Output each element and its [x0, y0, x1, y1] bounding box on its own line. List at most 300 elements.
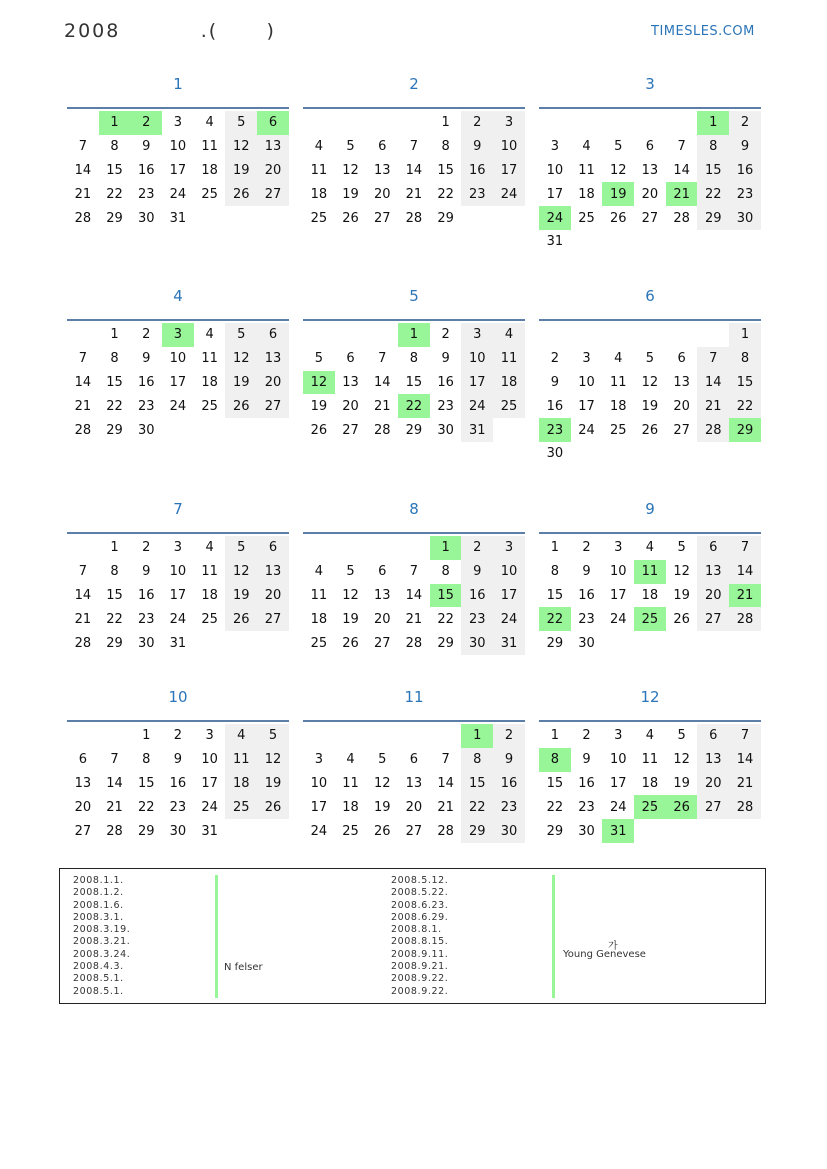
- day-cell: 17: [609, 775, 627, 791]
- day-cell: 21: [729, 772, 761, 796]
- day-cell: 24: [310, 823, 328, 839]
- month-divider: [539, 319, 761, 321]
- day-cell: 30: [493, 819, 525, 843]
- month-divider: [67, 720, 289, 722]
- empty-day-cell: [67, 323, 99, 347]
- day-cell: 29: [546, 635, 564, 651]
- day-cell: 6: [257, 111, 289, 135]
- day-cell: 28: [405, 635, 423, 651]
- empty-day-cell: [366, 323, 398, 347]
- day-cell: 21: [373, 398, 391, 414]
- day-cell: 15: [430, 584, 462, 608]
- day-cell: 27: [405, 823, 423, 839]
- day-cell: 13: [257, 560, 289, 584]
- holiday-date: 2008.4.3.: [73, 961, 124, 973]
- day-cell: 27: [697, 795, 729, 819]
- day-cell: 10: [169, 564, 187, 580]
- holiday-dates-right: [391, 875, 448, 998]
- holiday-date: 2008.5.1.: [73, 973, 124, 985]
- day-cell: 17: [310, 799, 328, 815]
- day-cell: 31: [546, 234, 564, 250]
- month-name: 3: [645, 75, 655, 93]
- day-cell: 2: [130, 111, 162, 135]
- day-cell: 4: [314, 139, 323, 155]
- day-cell: 8: [461, 748, 493, 772]
- day-cell: 3: [582, 351, 591, 367]
- month-divider: [303, 720, 525, 722]
- day-cell: 5: [378, 752, 387, 768]
- day-cell: 24: [609, 799, 627, 815]
- day-cell: 23: [493, 795, 525, 819]
- day-cell: 16: [137, 374, 155, 390]
- holiday-date: 2008.9.22.: [391, 985, 449, 997]
- day-cell: 28: [373, 422, 391, 438]
- empty-day-cell: [666, 111, 698, 135]
- day-cell: 24: [169, 186, 187, 202]
- day-cell: 19: [225, 584, 257, 608]
- day-cell: 1: [110, 540, 119, 556]
- day-cell: 23: [169, 799, 187, 815]
- day-cell: 9: [582, 564, 591, 580]
- month-block: [303, 285, 525, 442]
- day-cell: 11: [641, 752, 659, 768]
- day-cell: 7: [697, 347, 729, 371]
- day-cell: 13: [74, 775, 92, 791]
- day-cell: 23: [137, 611, 155, 627]
- day-cell: 7: [441, 752, 450, 768]
- legend-note-left: N felser: [224, 962, 263, 973]
- day-cell: 10: [310, 775, 328, 791]
- day-cell: 8: [110, 351, 119, 367]
- day-cell: 27: [673, 422, 690, 438]
- empty-day-cell: [303, 323, 335, 347]
- day-cell: 22: [729, 394, 761, 418]
- day-cell: 12: [257, 748, 289, 772]
- day-cell: 18: [493, 371, 525, 395]
- day-cell: 12: [225, 560, 257, 584]
- day-cell: 30: [578, 823, 595, 839]
- day-cell: 6: [409, 752, 419, 768]
- day-grid: [303, 536, 525, 655]
- day-cell: 2: [493, 724, 525, 748]
- day-cell: 2: [142, 327, 151, 343]
- day-cell: 10: [609, 564, 627, 580]
- day-cell: 20: [373, 186, 391, 202]
- empty-day-cell: [67, 724, 99, 748]
- holiday-date: 2008.5.22.: [391, 887, 449, 899]
- day-cell: 8: [550, 564, 559, 580]
- day-cell: 3: [173, 115, 183, 131]
- day-cell: 30: [578, 635, 595, 651]
- day-cell: 7: [409, 139, 419, 155]
- day-cell: 3: [550, 139, 559, 155]
- day-cell: 5: [346, 564, 355, 580]
- legend-divider: [215, 875, 218, 998]
- day-cell: 18: [310, 611, 328, 627]
- empty-day-cell: [303, 724, 335, 748]
- day-cell: 25: [493, 394, 525, 418]
- day-cell: 15: [137, 775, 155, 791]
- day-cell: 17: [609, 587, 627, 603]
- day-cell: 9: [550, 374, 559, 390]
- day-cell: 31: [602, 819, 634, 843]
- holiday-date: 2008.6.29.: [391, 911, 449, 923]
- day-cell: 17: [169, 162, 187, 178]
- day-cell: 27: [373, 210, 391, 226]
- day-cell: 11: [310, 162, 328, 178]
- day-grid: [67, 536, 289, 655]
- day-cell: 31: [201, 823, 218, 839]
- day-cell: 30: [137, 422, 155, 438]
- day-cell: 11: [634, 560, 666, 584]
- day-cell: 1: [398, 323, 430, 347]
- day-cell: 16: [729, 159, 761, 183]
- day-cell: 30: [729, 206, 761, 230]
- holiday-date: 2008.5.1.: [73, 985, 124, 997]
- day-cell: 29: [106, 422, 123, 438]
- day-cell: 31: [461, 418, 493, 442]
- day-cell: 3: [614, 728, 623, 744]
- day-cell: 12: [225, 135, 257, 159]
- day-cell: 21: [437, 799, 454, 815]
- day-cell: 20: [405, 799, 423, 815]
- day-cell: 12: [373, 775, 391, 791]
- day-cell: 28: [697, 418, 729, 442]
- holiday-date: 2008.9.22.: [391, 973, 449, 985]
- day-cell: 14: [74, 587, 92, 603]
- day-cell: 11: [201, 564, 218, 580]
- day-cell: 20: [641, 186, 659, 202]
- day-cell: 25: [609, 422, 627, 438]
- month-divider: [303, 532, 525, 534]
- day-grid: [539, 536, 761, 655]
- day-cell: 17: [201, 775, 218, 791]
- day-cell: 16: [546, 398, 564, 414]
- empty-day-cell: [303, 111, 335, 135]
- day-cell: 8: [110, 564, 119, 580]
- day-cell: 13: [673, 374, 690, 390]
- day-grid: [303, 323, 525, 442]
- day-cell: 5: [225, 323, 257, 347]
- day-cell: 11: [310, 587, 328, 603]
- day-cell: 29: [461, 819, 493, 843]
- day-cell: 12: [673, 752, 690, 768]
- month-block: [67, 686, 289, 843]
- day-cell: 3: [314, 752, 323, 768]
- day-cell: 22: [697, 182, 729, 206]
- day-grid: [303, 111, 525, 230]
- day-cell: 1: [430, 536, 462, 560]
- day-cell: 4: [314, 564, 323, 580]
- day-cell: 25: [201, 611, 218, 627]
- day-cell: 25: [225, 795, 257, 819]
- day-cell: 16: [437, 374, 454, 390]
- holiday-date: 2008.5.12.: [391, 875, 449, 886]
- day-cell: 22: [137, 799, 155, 815]
- holiday-date: 2008.8.1.: [391, 924, 442, 936]
- day-cell: 26: [342, 635, 359, 651]
- day-cell: 14: [673, 162, 690, 178]
- day-cell: 21: [74, 186, 92, 202]
- day-cell: 11: [225, 748, 257, 772]
- day-cell: 24: [461, 394, 493, 418]
- day-cell: 20: [257, 159, 289, 183]
- day-cell: 21: [729, 584, 761, 608]
- day-cell: 22: [539, 607, 571, 631]
- holiday-date: 2008.3.24.: [73, 948, 131, 960]
- page-title: 2008 .( ): [64, 20, 276, 42]
- day-cell: 3: [162, 323, 194, 347]
- day-cell: 6: [697, 724, 729, 748]
- day-cell: 10: [493, 560, 525, 584]
- day-cell: 10: [546, 162, 564, 178]
- day-cell: 30: [137, 635, 155, 651]
- day-cell: 27: [342, 422, 359, 438]
- day-cell: 25: [201, 398, 218, 414]
- day-cell: 25: [201, 186, 218, 202]
- day-cell: 20: [257, 584, 289, 608]
- day-cell: 16: [461, 584, 493, 608]
- day-cell: 18: [342, 799, 359, 815]
- empty-day-cell: [366, 111, 398, 135]
- day-cell: 26: [666, 795, 698, 819]
- day-cell: 20: [74, 799, 92, 815]
- day-cell: 10: [461, 347, 493, 371]
- day-cell: 10: [493, 135, 525, 159]
- empty-day-cell: [697, 323, 729, 347]
- day-cell: 14: [106, 775, 123, 791]
- day-cell: 15: [546, 775, 564, 791]
- day-cell: 22: [437, 186, 454, 202]
- day-cell: 22: [398, 394, 430, 418]
- day-cell: 18: [201, 374, 218, 390]
- holiday-date: 2008.9.11.: [391, 948, 449, 960]
- day-cell: 7: [378, 351, 387, 367]
- day-cell: 23: [461, 182, 493, 206]
- day-cell: 7: [729, 536, 761, 560]
- day-cell: 14: [373, 374, 391, 390]
- day-cell: 15: [106, 587, 123, 603]
- empty-day-cell: [335, 724, 367, 748]
- day-cell: 4: [205, 327, 214, 343]
- day-cell: 18: [609, 398, 627, 414]
- day-cell: 5: [645, 351, 655, 367]
- day-cell: 20: [257, 371, 289, 395]
- day-cell: 1: [142, 728, 151, 744]
- day-cell: 19: [373, 799, 391, 815]
- day-cell: 31: [169, 635, 187, 651]
- empty-day-cell: [99, 724, 131, 748]
- day-cell: 27: [257, 394, 289, 418]
- holiday-date: 2008.1.6.: [73, 899, 124, 911]
- day-cell: 26: [609, 210, 627, 226]
- day-cell: 4: [225, 724, 257, 748]
- day-cell: 10: [201, 752, 218, 768]
- day-grid: [539, 323, 761, 466]
- day-cell: 6: [677, 351, 686, 367]
- day-grid: [67, 323, 289, 442]
- empty-day-cell: [303, 536, 335, 560]
- day-cell: 9: [142, 351, 151, 367]
- day-cell: 29: [697, 206, 729, 230]
- day-cell: 17: [493, 584, 525, 608]
- month-block: [67, 73, 289, 230]
- holiday-date: 2008.1.2.: [73, 887, 124, 899]
- day-cell: 11: [609, 374, 627, 390]
- day-cell: 28: [74, 422, 92, 438]
- day-cell: 18: [225, 772, 257, 796]
- day-cell: 22: [461, 795, 493, 819]
- day-cell: 11: [342, 775, 359, 791]
- empty-day-cell: [571, 323, 603, 347]
- site-brand-link[interactable]: TIMESLES.COM: [651, 24, 755, 39]
- day-cell: 20: [373, 611, 391, 627]
- day-cell: 7: [78, 351, 87, 367]
- day-cell: 28: [405, 210, 423, 226]
- day-cell: 3: [614, 540, 623, 556]
- empty-day-cell: [666, 323, 698, 347]
- day-cell: 29: [106, 635, 123, 651]
- day-cell: 10: [169, 139, 187, 155]
- day-cell: 21: [74, 398, 92, 414]
- day-cell: 21: [106, 799, 123, 815]
- day-cell: 7: [110, 752, 119, 768]
- day-cell: 16: [461, 159, 493, 183]
- day-cell: 17: [493, 159, 525, 183]
- day-cell: 6: [378, 139, 387, 155]
- month-divider: [67, 319, 289, 321]
- day-cell: 14: [729, 748, 761, 772]
- day-cell: 17: [169, 374, 187, 390]
- day-cell: 26: [310, 422, 328, 438]
- month-divider: [303, 107, 525, 109]
- day-cell: 27: [641, 210, 659, 226]
- day-cell: 28: [74, 210, 92, 226]
- day-cell: 25: [310, 210, 328, 226]
- day-cell: 13: [697, 560, 729, 584]
- month-block: [539, 285, 761, 466]
- holiday-date: 2008.3.21.: [73, 936, 131, 948]
- day-cell: 9: [142, 564, 151, 580]
- day-cell: 12: [641, 374, 659, 390]
- day-cell: 15: [546, 587, 564, 603]
- day-cell: 28: [106, 823, 123, 839]
- day-cell: 12: [673, 564, 690, 580]
- day-cell: 7: [78, 139, 87, 155]
- empty-day-cell: [366, 724, 398, 748]
- month-block: [303, 686, 525, 843]
- day-cell: 17: [578, 398, 595, 414]
- day-cell: 4: [205, 540, 214, 556]
- month-name: 10: [168, 688, 188, 706]
- day-cell: 27: [257, 182, 289, 206]
- day-cell: 23: [137, 186, 155, 202]
- day-cell: 29: [729, 418, 761, 442]
- day-cell: 4: [645, 540, 655, 556]
- day-cell: 16: [137, 587, 155, 603]
- day-cell: 1: [441, 115, 450, 131]
- day-cell: 7: [78, 564, 87, 580]
- day-cell: 23: [461, 607, 493, 631]
- day-cell: 30: [169, 823, 187, 839]
- day-cell: 24: [578, 422, 595, 438]
- day-cell: 26: [673, 611, 690, 627]
- day-cell: 11: [493, 347, 525, 371]
- day-cell: 21: [405, 611, 423, 627]
- day-cell: 21: [405, 186, 423, 202]
- day-cell: 7: [729, 724, 761, 748]
- empty-day-cell: [430, 724, 462, 748]
- day-cell: 6: [645, 139, 655, 155]
- day-cell: 13: [697, 748, 729, 772]
- empty-day-cell: [634, 323, 666, 347]
- day-cell: 26: [225, 182, 257, 206]
- day-cell: 19: [225, 159, 257, 183]
- day-cell: 23: [729, 182, 761, 206]
- day-cell: 12: [225, 347, 257, 371]
- day-cell: 2: [582, 540, 591, 556]
- day-cell: 14: [697, 371, 729, 395]
- day-cell: 5: [257, 724, 289, 748]
- day-cell: 11: [201, 351, 218, 367]
- month-block: [539, 498, 761, 655]
- legend-divider: [552, 875, 555, 998]
- month-block: [303, 73, 525, 230]
- day-cell: 4: [582, 139, 591, 155]
- day-cell: 23: [578, 799, 595, 815]
- day-cell: 14: [729, 560, 761, 584]
- day-cell: 26: [225, 394, 257, 418]
- empty-day-cell: [398, 536, 430, 560]
- day-cell: 15: [106, 374, 123, 390]
- day-cell: 17: [461, 371, 493, 395]
- day-cell: 26: [641, 422, 659, 438]
- day-cell: 10: [169, 351, 187, 367]
- holiday-dates-left: [73, 875, 130, 998]
- day-cell: 11: [201, 139, 218, 155]
- month-divider: [67, 107, 289, 109]
- day-cell: 29: [437, 210, 454, 226]
- day-cell: 18: [310, 186, 328, 202]
- day-cell: 1: [550, 540, 559, 556]
- day-cell: 21: [74, 611, 92, 627]
- day-cell: 16: [137, 162, 155, 178]
- day-cell: 8: [729, 347, 761, 371]
- day-cell: 13: [373, 587, 391, 603]
- day-cell: 2: [461, 111, 493, 135]
- day-cell: 16: [578, 775, 595, 791]
- day-cell: 9: [582, 752, 591, 768]
- day-cell: 4: [493, 323, 525, 347]
- day-cell: 22: [106, 186, 123, 202]
- empty-day-cell: [634, 111, 666, 135]
- day-cell: 18: [201, 587, 218, 603]
- day-cell: 19: [602, 182, 634, 206]
- day-cell: 8: [539, 748, 571, 772]
- day-cell: 2: [729, 111, 761, 135]
- day-cell: 14: [405, 162, 423, 178]
- day-cell: 26: [373, 823, 391, 839]
- day-cell: 5: [677, 728, 686, 744]
- day-cell: 24: [539, 206, 571, 230]
- day-cell: 8: [441, 139, 450, 155]
- day-cell: 15: [697, 159, 729, 183]
- day-cell: 14: [74, 162, 92, 178]
- day-grid: [539, 724, 761, 843]
- day-cell: 28: [74, 635, 92, 651]
- empty-day-cell: [335, 111, 367, 135]
- holiday-date: 2008.1.1.: [73, 875, 124, 886]
